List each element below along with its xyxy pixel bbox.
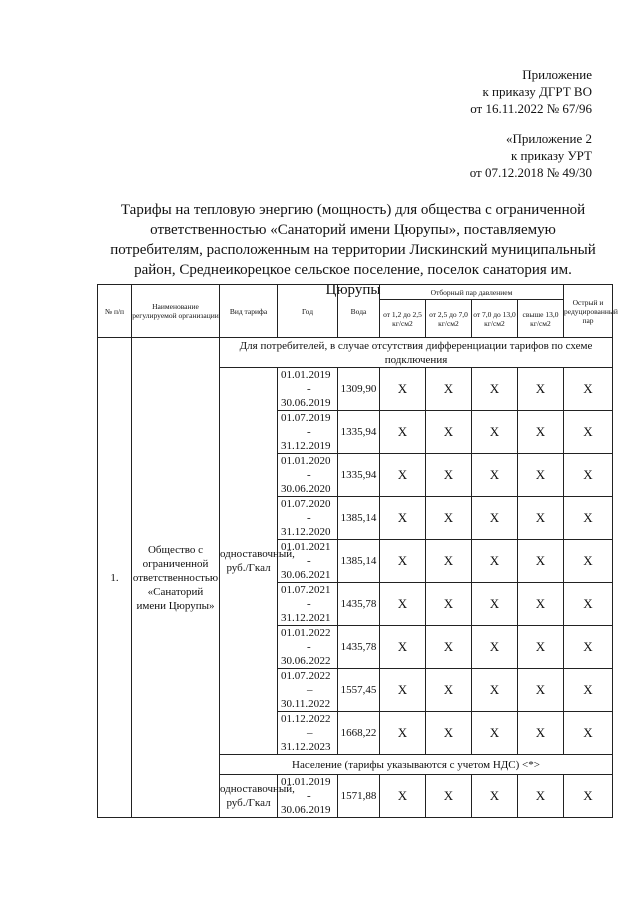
header-steam-group: Отборный пар давлением [380, 285, 564, 300]
water-value: 1335,94 [338, 454, 380, 497]
period-separator: - [307, 426, 311, 438]
not-applicable-cell: X [518, 775, 564, 818]
not-applicable-cell: X [472, 712, 518, 755]
not-applicable-cell: X [426, 712, 472, 755]
not-applicable-cell: X [564, 626, 613, 669]
period-separator: - [307, 512, 311, 524]
not-applicable-cell: X [518, 368, 564, 411]
section-1-title: Для потребителей, в случае отсутствия дифференциации тарифов по схеме подключения [220, 338, 613, 368]
not-applicable-cell: X [518, 411, 564, 454]
period-to: 30.06.2020 [281, 483, 331, 495]
period-cell [278, 411, 338, 454]
row-number: 1. [98, 338, 132, 818]
period-separator: - [307, 383, 311, 395]
period-from: 01.07.2019 [281, 412, 331, 424]
period-to: 30.06.2019 [281, 397, 331, 409]
period-separator: - [307, 555, 311, 567]
annex-line-2: к приказу ДГРТ ВО [482, 84, 592, 99]
not-applicable-cell: X [564, 368, 613, 411]
tariff-type-cell: одноставочный, руб./Гкал [220, 368, 278, 755]
not-applicable-cell: X [426, 454, 472, 497]
annex2-line-1: «Приложение 2 [505, 131, 592, 146]
period-to: 30.06.2019 [281, 804, 331, 816]
not-applicable-cell: X [518, 583, 564, 626]
header-live-steam: Острый и редуцированный пар [564, 285, 613, 338]
header-num: № п/п [98, 285, 132, 338]
not-applicable-cell: X [380, 583, 426, 626]
period-cell [278, 626, 338, 669]
header-tariff-type: Вид тарифа [220, 285, 278, 338]
not-applicable-cell: X [518, 497, 564, 540]
section-2-title: Население (тарифы указываются с учетом НДС) <*> [220, 755, 613, 775]
not-applicable-cell: X [380, 454, 426, 497]
not-applicable-cell: X [380, 540, 426, 583]
annex-header [470, 66, 592, 117]
not-applicable-cell: X [426, 497, 472, 540]
period-cell [278, 368, 338, 411]
header-year: Год [278, 285, 338, 338]
not-applicable-cell: X [426, 411, 472, 454]
not-applicable-cell: X [472, 411, 518, 454]
water-value: 1571,88 [338, 775, 380, 818]
water-value: 1435,78 [338, 626, 380, 669]
period-cell [278, 497, 338, 540]
period-from: 01.01.2020 [281, 455, 331, 467]
annex-line-1: Приложение [522, 67, 592, 82]
period-from: 01.01.2021 [281, 541, 331, 553]
water-value: 1435,78 [338, 583, 380, 626]
annex2-line-3: от 07.12.2018 № 49/30 [469, 165, 592, 180]
title-line-2: ответственностью «Санаторий имени Цюрупы», поставляемую [150, 222, 556, 238]
not-applicable-cell: X [472, 540, 518, 583]
not-applicable-cell: X [426, 626, 472, 669]
not-applicable-cell: X [380, 411, 426, 454]
not-applicable-cell: X [564, 775, 613, 818]
not-applicable-cell: X [426, 775, 472, 818]
not-applicable-cell: X [472, 775, 518, 818]
not-applicable-cell: X [472, 454, 518, 497]
period-separator: - [307, 641, 311, 653]
water-value: 1385,14 [338, 497, 380, 540]
annex-line-3: от 16.11.2022 № 67/96 [470, 101, 592, 116]
not-applicable-cell: X [426, 669, 472, 712]
header-water: Вода [338, 285, 380, 338]
not-applicable-cell: X [380, 497, 426, 540]
not-applicable-cell: X [472, 669, 518, 712]
not-applicable-cell: X [518, 712, 564, 755]
not-applicable-cell: X [564, 712, 613, 755]
not-applicable-cell: X [564, 583, 613, 626]
period-cell [278, 583, 338, 626]
not-applicable-cell: X [380, 669, 426, 712]
header-steam-2: от 2,5 до 7,0 кг/см2 [426, 300, 472, 338]
period-from: 01.07.2020 [281, 498, 331, 510]
not-applicable-cell: X [518, 454, 564, 497]
period-to: 31.12.2020 [281, 526, 331, 538]
period-cell [278, 454, 338, 497]
not-applicable-cell: X [380, 775, 426, 818]
not-applicable-cell: X [472, 497, 518, 540]
period-from: 01.12.2022 [281, 713, 331, 725]
not-applicable-cell: X [426, 583, 472, 626]
period-cell [278, 669, 338, 712]
annex2-header [470, 130, 592, 181]
not-applicable-cell: X [426, 540, 472, 583]
organization-name: Общество с ограниченной ответственностью «Санаторий имени Цюрупы» [132, 338, 220, 818]
header-org-name: Наименование регулируемой организации [132, 285, 220, 338]
header-steam-1: от 1,2 до 2,5 кг/см2 [380, 300, 426, 338]
period-separator: – [307, 684, 313, 696]
water-value: 1668,22 [338, 712, 380, 755]
title-line-4: район, Среднеикорецкое сельское поселение, поселок санатория им. Цюрупы [134, 262, 572, 298]
period-from: 01.01.2019 [281, 369, 331, 381]
title-line-1: Тарифы на тепловую энергию (мощность) для общества с ограниченной [120, 202, 586, 218]
water-value: 1385,14 [338, 540, 380, 583]
period-separator: - [307, 598, 311, 610]
not-applicable-cell: X [472, 368, 518, 411]
period-to: 31.12.2019 [281, 440, 331, 452]
period-cell [278, 775, 338, 818]
period-separator: - [307, 469, 311, 481]
period-cell [278, 712, 338, 755]
not-applicable-cell: X [472, 583, 518, 626]
period-cell [278, 540, 338, 583]
title-line-3: потребителям, расположенным на территории Лискинский муниципальный [110, 242, 596, 258]
not-applicable-cell: X [564, 669, 613, 712]
not-applicable-cell: X [564, 454, 613, 497]
not-applicable-cell: X [380, 712, 426, 755]
header-steam-4: свыше 13,0 кг/см2 [518, 300, 564, 338]
period-from: 01.01.2019 [281, 776, 331, 788]
not-applicable-cell: X [518, 669, 564, 712]
period-to: 31.12.2021 [281, 612, 331, 624]
header-steam-3: от 7,0 до 13,0 кг/см2 [472, 300, 518, 338]
not-applicable-cell: X [380, 368, 426, 411]
not-applicable-cell: X [564, 411, 613, 454]
water-value: 1335,94 [338, 411, 380, 454]
period-to: 30.11.2022 [281, 698, 331, 710]
not-applicable-cell: X [564, 497, 613, 540]
not-applicable-cell: X [564, 540, 613, 583]
not-applicable-cell: X [426, 368, 472, 411]
period-separator: - [307, 790, 311, 802]
not-applicable-cell: X [472, 626, 518, 669]
period-from: 01.01.2022 [281, 627, 331, 639]
period-from: 01.07.2022 [281, 670, 331, 682]
not-applicable-cell: X [380, 626, 426, 669]
water-value: 1557,45 [338, 669, 380, 712]
tariff-type-cell: одноставочный, руб./Гкал [220, 775, 278, 818]
period-to: 30.06.2021 [281, 569, 331, 581]
not-applicable-cell: X [518, 540, 564, 583]
period-from: 01.07.2021 [281, 584, 331, 596]
not-applicable-cell: X [518, 626, 564, 669]
water-value: 1309,90 [338, 368, 380, 411]
period-separator: – [307, 727, 313, 739]
tariff-table [97, 284, 618, 818]
period-to: 31.12.2023 [281, 741, 331, 753]
annex2-line-2: к приказу УРТ [510, 148, 592, 163]
period-to: 30.06.2022 [281, 655, 331, 667]
